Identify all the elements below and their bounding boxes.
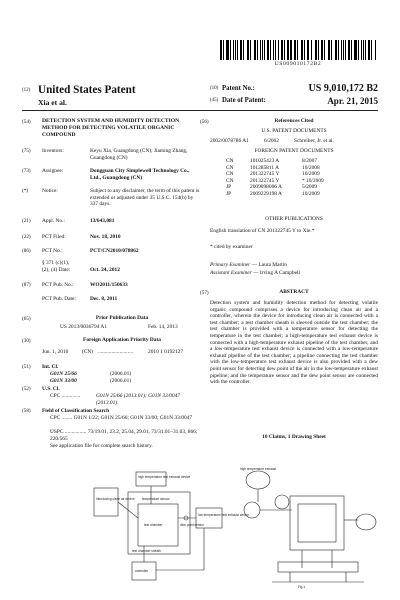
- notice-code: (*): [22, 188, 29, 194]
- claims-count: 10 Claims, 1 Drawing Sheet: [262, 434, 326, 440]
- refs-code: (56): [200, 119, 209, 125]
- fig-caption-text: Fig 1: [298, 585, 306, 589]
- fig-label-controller-text: controller: [135, 569, 149, 573]
- fig-label-clean-air-text: introducing clean air device: [96, 497, 135, 501]
- pct-no-label: PCT No.:: [42, 248, 63, 254]
- s371-date: Oct. 24, 2012: [90, 267, 120, 273]
- pct-filed-code: (22): [22, 234, 31, 240]
- refs-head: References Cited: [274, 118, 314, 124]
- field-note: See application file for complete search history.: [50, 443, 153, 449]
- high-temp-exhaust-unit: [246, 471, 270, 489]
- pct-pub-date: Dec. 8, 2011: [90, 296, 118, 302]
- barcode-bar: [331, 40, 332, 60]
- pct-filed-label: PCT Filed:: [42, 234, 66, 240]
- fig-label-test-chamber: [144, 523, 163, 527]
- primary-examiner-label: Primary Examiner: [210, 262, 251, 268]
- foreign-doc-date: 10/2008: [302, 164, 320, 171]
- barcode-bar: [308, 40, 309, 60]
- barcode-bar: [324, 40, 325, 60]
- s371-label2: (2), (4) Date:: [42, 267, 71, 273]
- assignee: Dongguan City Simplewell Technology Co., Ltd., Guangdong (CN): [90, 168, 190, 181]
- foreign-doc-date: 10/2009: [302, 171, 320, 178]
- assistant-examiner: [210, 270, 378, 277]
- foreign-docs-head: FOREIGN PATENT DOCUMENTS: [254, 148, 334, 154]
- fig-label-sheath-text: test chamber sheath: [132, 549, 161, 553]
- foreign-head: Foreign Application Priority Data: [83, 337, 161, 343]
- foreign-doc-no: 101285811 A: [250, 164, 280, 171]
- sensor-gauge: [275, 495, 289, 509]
- us-doc-name: Schreiber, Jr. et al.: [294, 138, 334, 144]
- foreign-doc-date: 10/2009: [302, 190, 320, 197]
- base-frame: [278, 562, 358, 572]
- patent-no-label: Patent No.:: [222, 85, 255, 92]
- foreign-doc-row: [226, 171, 366, 178]
- title-code: (54): [22, 119, 31, 125]
- fig-label-exhaust: [240, 467, 276, 471]
- fig-label-high-temp-text: high temperature test exhaust device: [138, 475, 191, 479]
- barcode-bar: [297, 40, 298, 60]
- appl-no: 13/643,081: [90, 218, 115, 224]
- foreign-doc-no: 2009098006 A: [250, 184, 282, 191]
- barcode-bar: [221, 40, 222, 60]
- prior-head: Prior Publication Data: [95, 315, 149, 321]
- primary-examiner: [210, 262, 378, 269]
- pct-filed: Nov. 18, 2010: [90, 234, 121, 240]
- fig-label-test-chamber-text: test chamber: [144, 523, 163, 527]
- fig-caption: [298, 585, 305, 589]
- fig-label-temp-sensor-text: temperature sensor: [142, 497, 170, 501]
- intcl-1-yr: (2006.01): [110, 371, 132, 377]
- foreign-doc-row: [226, 158, 366, 165]
- field-head: Field of Classification Search: [42, 408, 110, 414]
- date-label: Date of Patent:: [222, 97, 266, 104]
- field-cpc: CPC ........ G01N 1/22; G01N 25/66; G01N 33/00; G01N 33/0047: [50, 415, 193, 421]
- fig-label-dew-point: [180, 523, 205, 527]
- inventors-label: Inventors:: [42, 148, 64, 154]
- intcl-2-yr: (2006.01): [110, 378, 132, 384]
- assistant-examiner-label: Assistant Examiner: [210, 270, 252, 276]
- pct-pub-code: (87): [22, 282, 31, 288]
- foreign-doc-no: 201322745 Y: [250, 171, 280, 178]
- fig-label-low-temp-text: low temperature test exhaust device: [198, 513, 250, 517]
- us-doc-row: [210, 138, 378, 145]
- cited-by-examiner: * cited by examiner: [210, 244, 253, 250]
- foreign-code: (30): [22, 338, 31, 344]
- pct-no: PCT/CN2010/078862: [90, 248, 139, 254]
- assignee-label: Assignee:: [42, 168, 64, 174]
- abstract-head: ABSTRACT: [279, 289, 309, 295]
- pct-pub-no: WO2011/150633: [90, 282, 128, 288]
- foreign-doc-date: 5/2009: [302, 184, 317, 191]
- barcode-bar: [243, 40, 244, 60]
- clean-air-device-box: [94, 488, 118, 516]
- uscl-val: G01N 25/66 (2013.01); G01N 33/0047 (2013.01): [96, 393, 181, 406]
- foreign-doc-row: [226, 178, 366, 185]
- barcode-bar: [329, 40, 330, 60]
- chamber-inner: [298, 504, 336, 542]
- low-temp-exhaust-unit: [356, 514, 376, 530]
- appl-label: Appl. No.:: [42, 218, 65, 224]
- foreign-doc-no: 201322745 Y: [250, 177, 280, 184]
- foreign-doc-cc: CN: [226, 164, 234, 171]
- system-block-diagram: [92, 470, 250, 588]
- foreign-doc-cc: CN: [226, 171, 234, 178]
- date-of-patent: Apr. 21, 2015: [327, 96, 378, 106]
- invention-title: DETECTION SYSTEM AND HUMIDITY DETECTION METHOD FOR DETECTING VOLATILE ORGANIC COMPOUND: [42, 118, 180, 138]
- barcode-bar: [250, 40, 251, 60]
- pct-no-code: (86): [22, 248, 31, 254]
- foreign-doc-no: 2009229198 A: [250, 190, 282, 197]
- foreign-doc-cc: JP: [226, 184, 232, 191]
- intcl-code: (51): [22, 364, 31, 370]
- barcode-number: US009010172B2: [274, 61, 322, 67]
- fig-label-exhaust-text: high temperature exhaust: [240, 467, 277, 471]
- s371-label: § 371 (c)(1),: [42, 260, 70, 266]
- foreign-no: 2010 1 0192127: [148, 349, 184, 355]
- pct-pub-date-label: PCT Pub. Date:: [42, 296, 76, 302]
- foreign-doc-no: 101025423 A: [250, 158, 280, 164]
- barcode-bar: [351, 40, 352, 60]
- foreign-docs-list: [226, 158, 366, 198]
- appl-code: (21): [22, 218, 31, 224]
- foreign-doc-cc: JP: [226, 190, 232, 197]
- barcode-bar: [227, 40, 228, 60]
- header-divider: [22, 110, 378, 111]
- other-pubs-text: English translation of CN 201322745 Y to Xie.*: [210, 228, 315, 234]
- barcode-bar: [345, 40, 346, 60]
- barcode-bar: [311, 40, 312, 60]
- fig-label-dew-point-text: dew point sensor: [180, 523, 205, 527]
- us-docs-head: U.S. PATENT DOCUMENTS: [261, 128, 327, 134]
- foreign-doc-cc: CN: [226, 177, 234, 184]
- abstract-text: Detection system and humidity detection method for detecting volatile organic compound comprises a device for introducing clean air and a controller, wherein the device for introducing clean air is connected with a test chamber; a test chamber sheath is sleeved outside the test chamber; the test chamber is provided with a temperature sensor for detecting the temperature in the test chamber; a high-temperature test exhaust device is connected with a high-temperature exhaust pipeline of the test chamber, and a low-temperature test exhaust device is connected with a low-temperature exhaust pipeline of the test chamber; a pipeline connecting the test chamber with the low-temperature test exhaust device is also provided with a dew point sensor for detecting dew point of the air in the low-temperature exhaust pipeline; and the temperature sensor and the dew point sensor are connected with the controller.: [210, 300, 378, 386]
- intcl-2: G01N 33/00: [50, 378, 77, 384]
- foreign-doc-row: [226, 191, 366, 198]
- prior-no: US 2013/0036794 A1: [60, 324, 108, 330]
- abstract-code: (57): [200, 290, 209, 296]
- fig-label-sheath: [132, 549, 161, 553]
- foreign-doc-date: * 10/2009: [302, 177, 324, 184]
- doc-type-code: (12): [22, 88, 31, 93]
- patent-no-code: (10): [210, 86, 219, 91]
- inventors-code: (75): [22, 148, 31, 154]
- apparatus-drawing: [232, 466, 382, 590]
- foreign-doc-date: 8/2007: [302, 158, 317, 164]
- barcode: [220, 40, 376, 60]
- foreign-date: Jun. 1, 2010: [42, 349, 69, 355]
- field-uspc: USPC ................ 73/19.01, 23.2, 25.04, 29.01, 73/31.01–31.03, 866; 220/565: [50, 429, 198, 442]
- notice-label: Notice:: [42, 188, 58, 194]
- other-pubs-head: OTHER PUBLICATIONS: [265, 216, 323, 222]
- fig-label-temp-sensor: [142, 497, 171, 501]
- notice: Subject to any disclaimer, the term of this patent is extended or adjusted under 35 U.S.C. 154(b) by 337 days.: [90, 188, 200, 208]
- assignee-code: (73): [22, 168, 31, 174]
- uscl-cpc: CPC ..............: [50, 393, 81, 399]
- prior-code: (65): [22, 316, 31, 322]
- doc-type-title: United States Patent: [38, 84, 136, 96]
- barcode-bar: [264, 40, 265, 60]
- foreign-doc-row: [226, 184, 366, 191]
- clean-air-pump: [244, 502, 260, 518]
- prior-date: Feb. 14, 2013: [148, 324, 178, 330]
- fig-label-controller: [135, 569, 149, 573]
- us-docs-list: [210, 138, 378, 145]
- uscl-label: U.S. Cl.: [42, 386, 60, 392]
- us-doc-date: 6/2002: [264, 138, 279, 144]
- fig-label-clean-air: [96, 497, 135, 501]
- field-code: (58): [22, 408, 31, 414]
- foreign-doc-row: [226, 165, 366, 172]
- primary-examiner-name: — Laura Martin: [251, 262, 287, 268]
- intcl-label: Int. Cl.: [42, 364, 59, 370]
- barcode-bar: [302, 40, 303, 60]
- foreign-dots: ..........................: [98, 349, 134, 355]
- foreign-doc-cc: CN: [226, 158, 234, 164]
- inventor-short: Xia et al.: [38, 98, 67, 107]
- assistant-examiner-name: — Irving A Campbell: [253, 270, 301, 276]
- pct-pub-label: PCT Pub. No.:: [42, 282, 74, 288]
- barcode-bar: [371, 40, 372, 60]
- uscl-code: (52): [22, 386, 31, 392]
- intcl-1: G01N 25/66: [50, 371, 77, 377]
- patent-no: US 9,010,172 B2: [308, 83, 378, 94]
- us-doc-no: 2002/0078786 A1: [210, 138, 249, 144]
- inventors: Keyu Xia, Guangdong (CN); Jiaming Zhang, Guangdong (CN): [90, 148, 188, 161]
- date-code: (45): [210, 98, 219, 103]
- barcode-bar: [290, 40, 291, 60]
- barcode-bar: [318, 40, 319, 60]
- foreign-country: (CN): [82, 349, 94, 355]
- fig-label-high-temp: [138, 475, 190, 479]
- barcode-bar: [275, 40, 276, 60]
